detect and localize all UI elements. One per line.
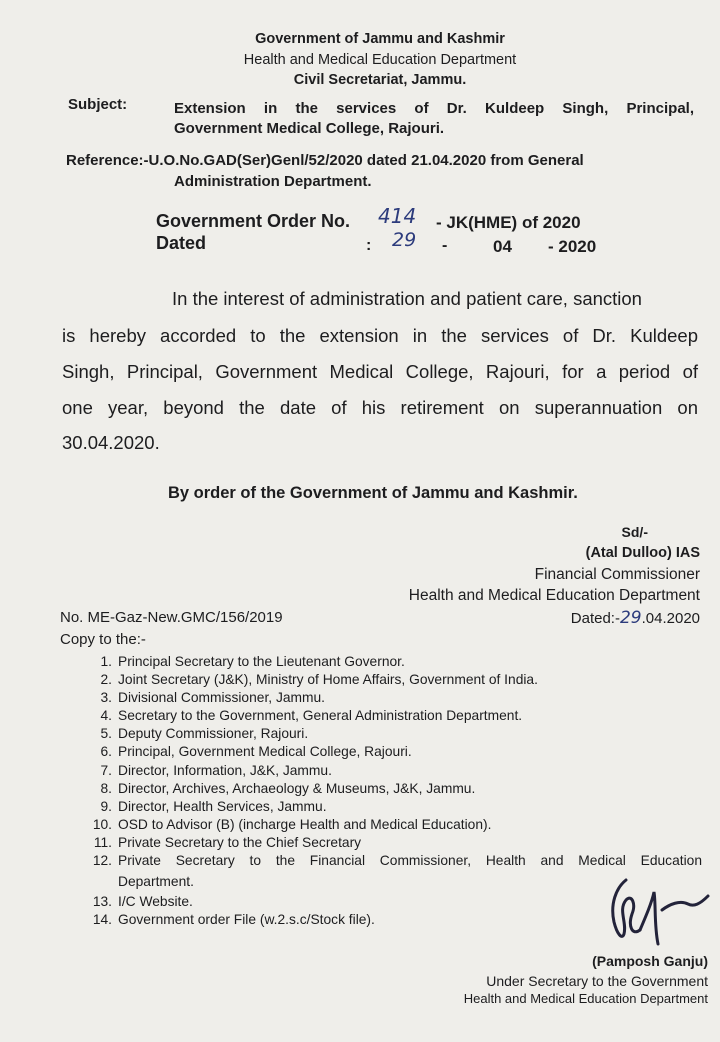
list-item: 5. Deputy Commissioner, Rajouri. bbox=[100, 726, 309, 741]
list-item: 13. I/C Website. bbox=[92, 894, 193, 909]
under-secretary-department: Health and Medical Education Department bbox=[463, 991, 708, 1006]
order-year: - 2020 bbox=[548, 237, 597, 256]
under-secretary-title: Under Secretary to the Government bbox=[486, 973, 708, 989]
order-dated-label: Dated bbox=[156, 233, 207, 253]
dated-day-handwritten: 29 bbox=[619, 608, 642, 628]
order-number-label: Government Order No. bbox=[156, 211, 351, 231]
list-item: 11. Private Secretary to the Chief Secretary bbox=[93, 835, 362, 850]
body-line-5: 30.04.2020. bbox=[62, 432, 160, 453]
order-day-handwritten: 29 bbox=[392, 229, 417, 251]
header-department: Health and Medical Education Department bbox=[243, 52, 517, 68]
list-item: 4. Secretary to the Government, General Administration Department. bbox=[100, 708, 523, 723]
signatory-title: Financial Commissioner bbox=[534, 566, 700, 583]
list-item: 8. Director, Archives, Archaeology & Museums, J&K, Jammu. bbox=[100, 781, 476, 796]
header-government: Government of Jammu and Kashmir bbox=[255, 31, 505, 47]
list-item: 7. Director, Information, J&K, Jammu. bbox=[100, 763, 332, 778]
reference-line-2: Administration Department. bbox=[174, 173, 372, 190]
subject-line-1: Extension in the services of Dr. Kuldeep Singh, Principal, bbox=[174, 100, 694, 117]
reference-number: No. ME-Gaz-New.GMC/156/2019 bbox=[60, 609, 283, 626]
list-item: 9. Director, Health Services, Jammu. bbox=[100, 799, 327, 814]
list-item: 6. Principal, Government Medical College, Rajouri. bbox=[100, 744, 412, 759]
order-number-suffix: - JK(HME) of 2020 bbox=[436, 213, 581, 232]
header-secretariat: Civil Secretariat, Jammu. bbox=[293, 72, 467, 88]
list-item: 2. Joint Secretary (J&K), Ministry of Home Affairs, Government of India. bbox=[100, 672, 538, 687]
handwritten-signature bbox=[596, 874, 720, 954]
list-item: 1. Principal Secretary to the Lieutenant Governor. bbox=[100, 654, 405, 669]
signatory-name: (Atal Dulloo) IAS bbox=[585, 545, 700, 561]
reference-line-1: Reference:-U.O.No.GAD(Ser)Genl/52/2020 dated 21.04.2020 from General bbox=[66, 152, 584, 169]
dated-line bbox=[571, 608, 700, 628]
order-dated-colon: : bbox=[366, 237, 372, 254]
body-line-1: In the interest of administration and patient care, sanction bbox=[172, 288, 642, 309]
order-number-handwritten: 414 bbox=[378, 204, 417, 228]
body-line-4: one year, beyond the date of his retirement on superannuation on bbox=[62, 397, 698, 418]
subject-label: Subject: bbox=[68, 96, 128, 113]
body-line-2: is hereby accorded to the extension in the services of Dr. Kuldeep bbox=[62, 325, 698, 346]
signatory-sd: Sd/- bbox=[621, 524, 648, 540]
under-secretary-name: (Pamposh Ganju) bbox=[592, 953, 708, 969]
body-line-3: Singh, Principal, Government Medical College, Rajouri, for a period of bbox=[62, 361, 698, 382]
order-month: 04 bbox=[493, 237, 512, 256]
list-item: 14. Government order File (w.2.s.c/Stock file). bbox=[92, 912, 375, 927]
list-item: 10. OSD to Advisor (B) (incharge Health and Medical Education). bbox=[92, 817, 492, 832]
by-order-line: By order of the Government of Jammu and Kashmir. bbox=[168, 484, 578, 502]
dated-rest: .04.2020 bbox=[641, 610, 700, 627]
copy-to-label: Copy to the:- bbox=[60, 631, 146, 648]
order-dated-dash: - bbox=[442, 237, 448, 254]
list-item: Department. bbox=[118, 874, 194, 889]
list-item: 12. Private Secretary to the Financial Commissioner, Health and Medical Education bbox=[92, 853, 702, 868]
signatory-department: Health and Medical Education Department bbox=[408, 587, 700, 604]
subject-line-2: Government Medical College, Rajouri. bbox=[174, 120, 445, 137]
dated-prefix: Dated:- bbox=[570, 610, 620, 627]
list-item: 3. Divisional Commissioner, Jammu. bbox=[100, 690, 326, 705]
